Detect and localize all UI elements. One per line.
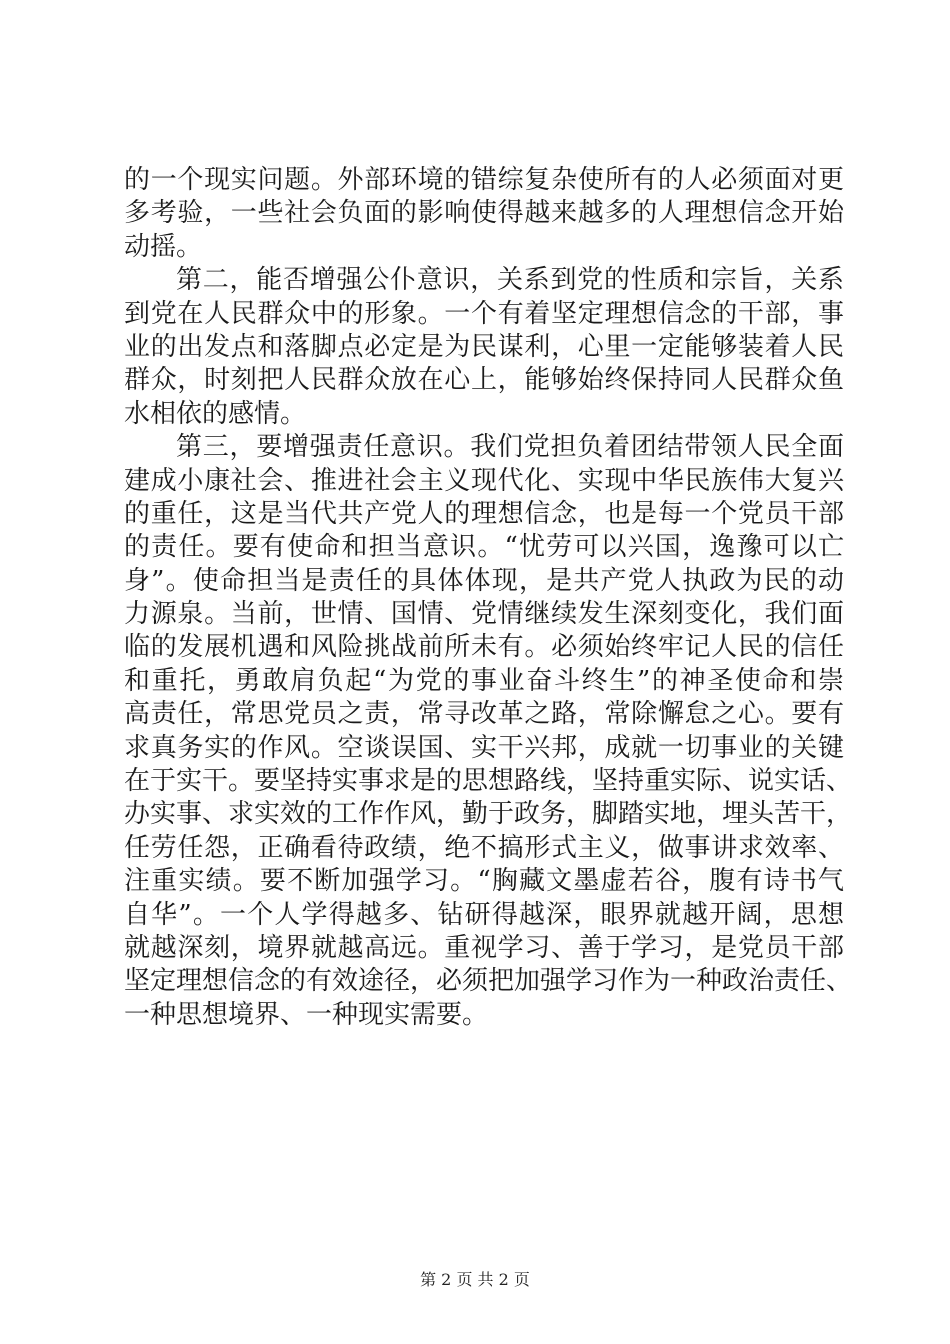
text-line: 群众，时刻把人民群众放在心上，能够始终保持同人民群众鱼 xyxy=(124,365,844,396)
text-line: 坚定理想信念的有效途径，必须把加强学习作为一种政治责任、 xyxy=(124,966,853,997)
text-line: 第二，能否增强公仆意识，关系到党的性质和宗旨，关系 xyxy=(176,265,844,296)
text-line: 多考验，一些社会负面的影响使得越来越多的人理想信念开始 xyxy=(124,198,844,229)
text-line: 的一个现实问题。外部环境的错综复杂使所有的人必须面对更 xyxy=(124,165,844,195)
text-line: 求真务实的作风。空谈误国、实干兴邦，成就一切事业的关键 xyxy=(124,732,844,763)
text-line: 建成小康社会、推进社会主义现代化、实现中华民族伟大复兴 xyxy=(124,465,844,496)
text-line: 水相依的感情。 xyxy=(124,398,307,429)
text-line: 一种思想境界、一种现实需要。 xyxy=(124,999,489,1030)
text-line: 高责任，常思党员之责，常寻改革之路，常除懈怠之心。要有 xyxy=(124,699,844,730)
text-line: 的重任，这是当代共产党人的理想信念，也是每一个党员干部 xyxy=(124,498,844,529)
text-line: 身”。使命担当是责任的具体体现，是共产党人执政为民的动 xyxy=(124,565,844,596)
page-footer: 第 2 页 共 2 页 xyxy=(420,1270,530,1289)
text-line: 第三，要增强责任意识。我们党担负着团结带领人民全面 xyxy=(176,432,844,463)
text-line: 业的出发点和落脚点必定是为民谋利，心里一定能够装着人民 xyxy=(124,331,844,362)
text-line: 临的发展机遇和风险挑战前所未有。必须始终牢记人民的信任 xyxy=(124,632,844,663)
text-line: 动摇。 xyxy=(124,231,203,262)
text-line: 在于实干。要坚持实事求是的思想路线，坚持重实际、说实话、 xyxy=(124,766,853,797)
text-line: 的责任。要有使命和担当意识。“忧劳可以兴国，逸豫可以亡 xyxy=(124,532,844,563)
text-line: 办实事、求实效的工作作风，勤于政务，脚踏实地，埋头苦干， xyxy=(124,799,853,830)
text-line: 就越深刻，境界就越高远。重视学习、善于学习，是党员干部 xyxy=(124,932,844,963)
text-line: 任劳任怨，正确看待政绩，绝不搞形式主义，做事讲求效率、 xyxy=(124,832,844,863)
document-body xyxy=(124,164,853,1032)
text-line: 注重实绩。要不断加强学习。“胸藏文墨虚若谷，腹有诗书气 xyxy=(124,866,844,897)
text-line: 自华”。一个人学得越多、钻研得越深，眼界就越开阔，思想 xyxy=(124,899,844,930)
text-line: 和重托，勇敢肩负起“为党的事业奋斗终生”的神圣使命和崇 xyxy=(124,665,844,696)
text-line: 到党在人民群众中的形象。一个有着坚定理想信念的干部，事 xyxy=(124,298,844,329)
text-line: 力源泉。当前，世情、国情、党情继续发生深刻变化，我们面 xyxy=(124,599,844,630)
